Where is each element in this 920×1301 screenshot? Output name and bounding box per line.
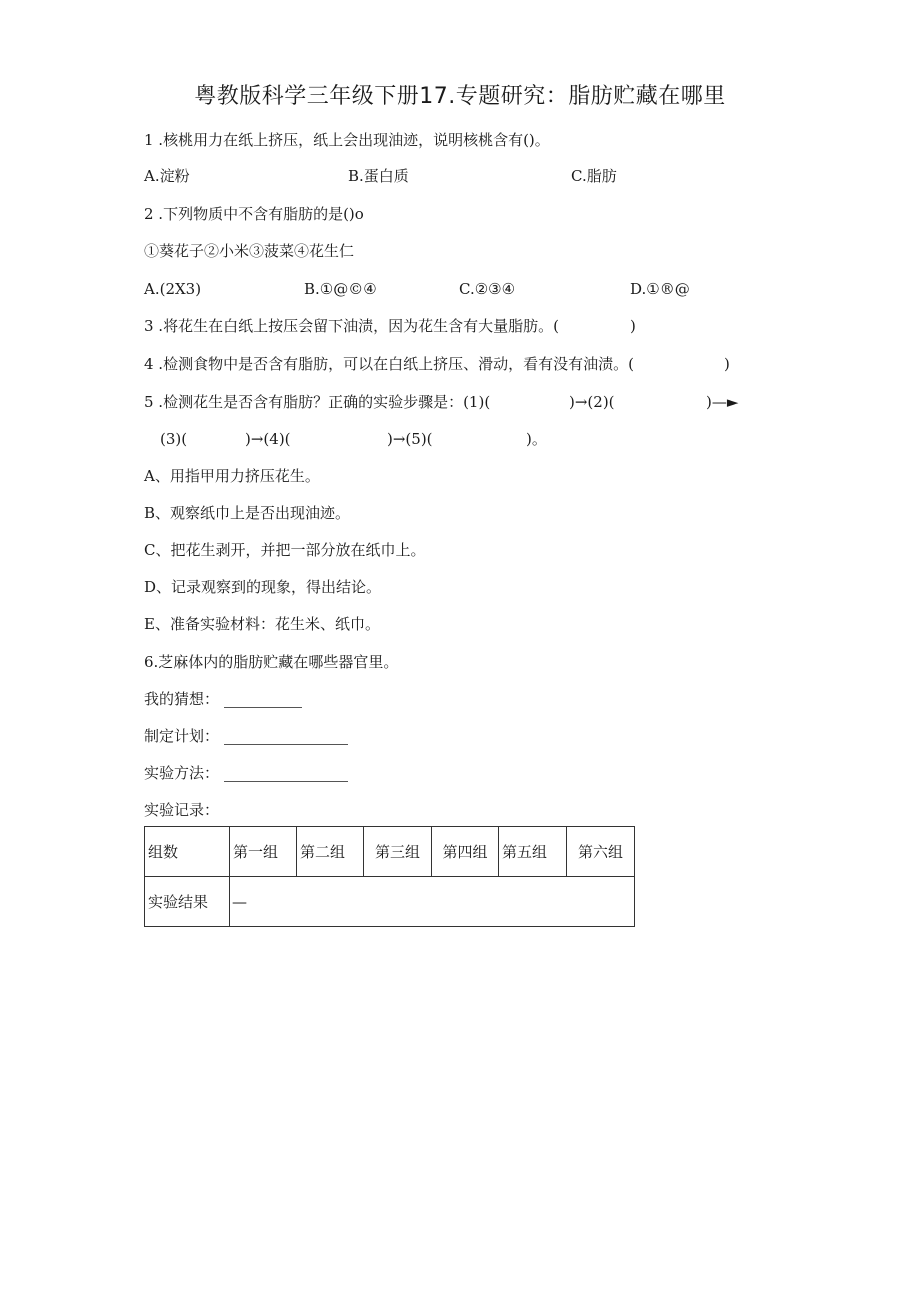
question-5-arrow: )—► (706, 393, 739, 411)
table-cell-group-6: 第六组 (567, 827, 635, 877)
question-5-step5-marker: )→(5)( (387, 430, 433, 448)
question-2-items: ①葵花子②小米③菠菜④花生仁 (144, 242, 355, 260)
record-table (144, 826, 635, 927)
question-2-stem: 2 .下列物质中不含有脂肪的是()o (144, 205, 364, 223)
table-row (145, 877, 635, 927)
guess-row (144, 690, 302, 708)
table-cell-result-value[interactable]: — (230, 877, 635, 927)
method-blank[interactable] (224, 767, 348, 782)
q1-option-b: B.蛋白质 (348, 167, 409, 185)
table-cell-group-label: 组数 (145, 827, 230, 877)
table-cell-group-5: 第五组 (499, 827, 567, 877)
table-row (145, 827, 635, 877)
plan-row (144, 727, 348, 745)
q2-option-d: D.①®@ (630, 280, 690, 298)
question-5-step3-marker: (3)( (160, 430, 188, 448)
page-title: 粤教版科学三年级下册17.专题研究：脂肪贮藏在哪里 (194, 84, 726, 109)
plan-label: 制定计划： (144, 727, 220, 745)
step-a: A、用指甲用力挤压花生。 (144, 467, 320, 485)
method-label: 实验方法： (144, 764, 220, 782)
step-b: B、观察纸巾上是否出现油迹。 (144, 504, 351, 522)
q1-option-a: A.淀粉 (144, 167, 190, 185)
question-3-close: ) (630, 317, 636, 335)
table-cell-result-label: 实验结果 (145, 877, 230, 927)
record-label: 实验记录： (144, 801, 220, 819)
q2-option-b: B.①@©④ (304, 280, 377, 298)
table-cell-group-4: 第四组 (432, 827, 499, 877)
q1-option-c: C.脂肪 (571, 167, 617, 185)
question-1-stem: 1 .核桃用力在纸上挤压，纸上会出现油迹，说明核桃含有()。 (144, 131, 550, 149)
step-d: D、记录观察到的现象，得出结论。 (144, 578, 382, 596)
question-5-step4-marker: )→(4)( (245, 430, 291, 448)
question-4-close: ) (724, 355, 730, 373)
q2-option-a: A.(2X3) (144, 280, 202, 298)
table-cell-group-2: 第二组 (297, 827, 364, 877)
question-3-stem: 3 .将花生在白纸上按压会留下油渍，因为花生含有大量脂肪。( (144, 317, 559, 335)
table-cell-group-3: 第三组 (364, 827, 432, 877)
step-e: E、准备实验材料：花生米、纸巾。 (144, 615, 380, 633)
question-5-step2-marker: )→(2)( (569, 393, 615, 411)
question-5-stem: 5 .检测花生是否含有脂肪？正确的实验步骤是：(1)( (144, 393, 491, 411)
guess-blank[interactable] (224, 693, 302, 708)
guess-label: 我的猜想： (144, 690, 220, 708)
step-c: C、把花生剥开，并把一部分放在纸巾上。 (144, 541, 426, 559)
q2-option-c: C.②③④ (459, 280, 516, 298)
method-row (144, 764, 348, 782)
question-4-stem: 4 .检测食物中是否含有脂肪，可以在白纸上挤压、滑动，看有没有油渍。( (144, 355, 634, 373)
question-5-end: )。 (526, 430, 547, 448)
table-cell-group-1: 第一组 (230, 827, 297, 877)
question-6-stem: 6.芝麻体内的脂肪贮藏在哪些器官里。 (144, 653, 399, 671)
plan-blank[interactable] (224, 730, 348, 745)
